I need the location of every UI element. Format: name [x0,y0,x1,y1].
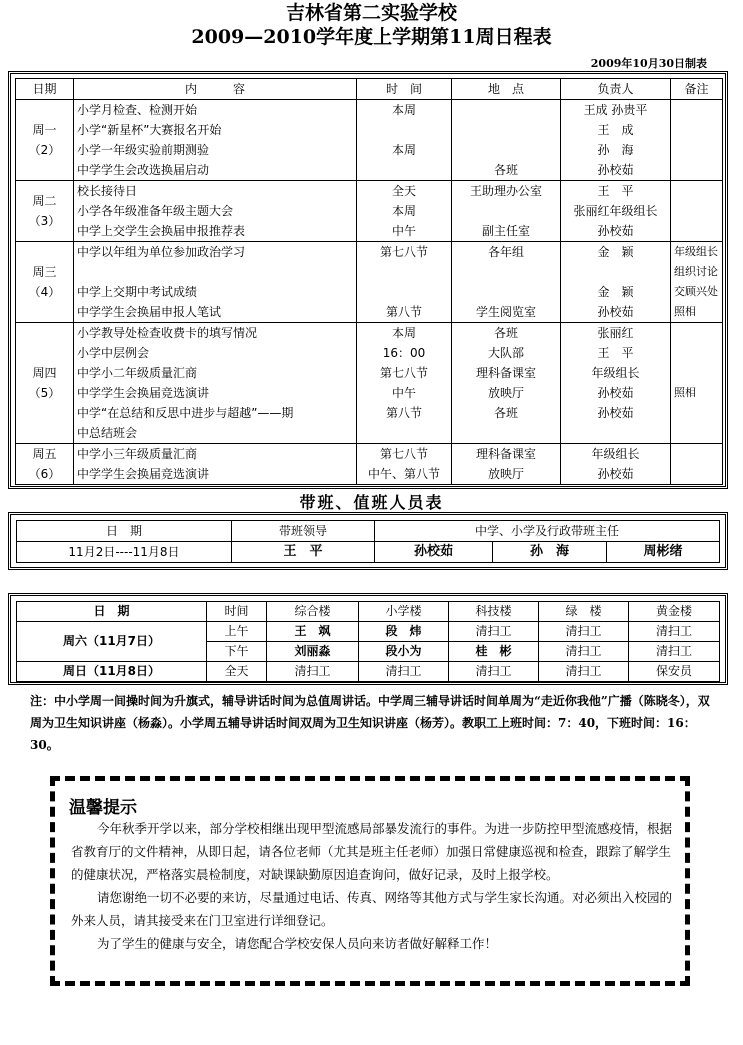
schedule-day-row [16,323,723,444]
schedule-content: 小学各年级准备年级主题大会 [77,204,234,218]
schedule-person-cell [561,100,671,181]
schedule-person: 孙校茹 [597,163,634,177]
schedule-place: 各班 [493,163,518,177]
schedule-time [360,160,448,180]
schedule-time-cell [357,444,452,485]
schedule-note [674,323,719,343]
schedule-place: 各年组 [487,245,524,259]
duty-table [16,520,720,563]
duty-title: 带班、值班人员表 [299,493,444,512]
shift-header-b1: 综合楼 [267,602,359,622]
day-name: 周三 [32,265,57,279]
shift-cell: 清扫工 [449,662,539,682]
shift-cell: 清扫工 [267,662,359,682]
schedule-time: 中午 [391,224,416,238]
schedule-place [455,201,557,221]
day-number: （2） [28,143,61,157]
schedule-time-cell [357,242,452,323]
schedule-content-cell [74,100,357,181]
schedule-day [16,242,74,323]
made-date: 2009年10月30日制表 [590,57,707,70]
schedule-place [455,140,557,160]
schedule-note [674,343,719,363]
header-notes: 备注 [671,79,723,100]
shift-cell: 段 炜 [359,622,449,642]
schedule-content: 小学教导处检查收费卡的填写情况 [77,326,258,340]
schedule-content: 中学学生会改选换届启动 [77,163,210,177]
day-number: （4） [28,285,61,299]
schedule-content: 中学以年组为单位参加政治学习 [77,245,246,259]
schedule-note [674,363,719,383]
shift-cell: 清扫工 [359,662,449,682]
shift-table [16,601,720,682]
schedule-place-cell [452,323,561,444]
schedule-time: 第七八节 [379,366,428,380]
schedule-person [564,423,667,443]
schedule-person: 孙校茹 [597,224,634,238]
schedule-place: 放映厅 [487,386,524,400]
schedule-content: 中总结班会 [77,426,138,440]
footnote: 注：中小学周一间操时间为升旗式，辅导讲话时间为总值周讲话。中学周三辅导讲话时间单周为“走近你我他”广播（陈晓冬），双周为卫生知识讲座（杨淼）。小学周五辅导讲话时间双周为卫生知识讲座（杨芳）。教职工上班时间：7：40，下班时间：16：30。 [30,694,710,752]
shift-cell: 保安员 [629,662,720,682]
shift-header-time: 时间 [207,602,267,622]
schedule-day-row [16,100,723,181]
schedule-notes-cell [671,323,723,444]
schedule-time: 中午 [391,386,416,400]
schedule-time-cell [357,100,452,181]
schedule-content: 小学月检查、检测开始 [77,103,198,117]
duty-teacher-2: 孙 海 [493,542,607,563]
schedule-content: 中学上交学生会换届申报推荐表 [77,224,246,238]
day-name: 周二 [32,194,57,208]
schedule-frame [8,71,728,489]
schedule-person-cell [561,181,671,242]
shift-row [17,622,720,642]
school-name: 吉林省第二实验学校 [285,2,457,24]
schedule-content: 小学一年级实验前期测验 [77,143,210,157]
duty-teacher-1: 孙校茹 [375,542,493,563]
schedule-content [77,262,353,282]
duty-header-date: 日 期 [17,521,232,542]
header-date: 日期 [16,79,74,100]
shift-header-b3: 科技楼 [449,602,539,622]
schedule-person: 王 成 [597,123,634,137]
shift-cell: 清扫工 [539,622,629,642]
schedule-place: 放映厅 [487,467,524,481]
schedule-content: 中学学生会换届竞选演讲 [77,467,210,481]
duty-row [17,542,720,563]
duty-date: 11月2日----11月8日 [17,542,232,563]
header-content: 内 容 [74,79,357,100]
day-number: （5） [28,386,61,400]
schedule-person: 孙校茹 [597,406,634,420]
schedule-note: 交顾兴处 [674,285,718,298]
schedule-place [455,282,557,302]
day-name: 周四 [32,366,57,380]
schedule-place-cell [452,242,561,323]
shift-cell: 清扫工 [629,622,720,642]
tips-box [50,776,690,986]
schedule-content: 中学上交期中考试成绩 [77,285,198,299]
schedule-place [455,423,557,443]
schedule-place: 各班 [493,326,518,340]
schedule-time: 第八节 [385,406,422,420]
shift-time: 下午 [207,642,267,662]
schedule-person: 王 平 [597,346,634,360]
schedule-place: 理科备课室 [475,366,536,380]
schedule-time: 本周 [391,326,416,340]
schedule-content: 中学学生会换届竞选演讲 [77,386,210,400]
schedule-content: 小学“新星杯”大赛报名开始 [77,123,222,137]
day-number: （3） [28,214,61,228]
schedule-content-cell [74,444,357,485]
schedule-place [455,120,557,140]
schedule-day [16,181,74,242]
schedule-place: 副主任室 [481,224,530,238]
duty-header-leader: 带班领导 [232,521,375,542]
schedule-notes-cell [671,242,723,323]
shift-cell: 刘丽淼 [267,642,359,662]
schedule-content: 小学中层例会 [77,346,150,360]
shift-time: 上午 [207,622,267,642]
schedule-notes-cell [671,181,723,242]
shift-date: 周六（11月7日） [17,622,207,662]
tips-body [71,817,675,955]
schedule-person: 王成 孙贵平 [583,103,648,117]
schedule-time: 16：00 [382,346,426,360]
schedule-place: 学生阅览室 [475,305,536,319]
day-name: 周一 [32,123,57,137]
shift-header-row [17,602,720,622]
shift-cell: 清扫工 [629,642,720,662]
schedule-time [360,120,448,140]
schedule-time: 本周 [391,103,416,117]
shift-time: 全天 [207,662,267,682]
schedule-person: 孙校茹 [597,467,634,481]
schedule-time: 本周 [391,143,416,157]
schedule-place: 大队部 [487,346,524,360]
tips-paragraph: 今年秋季开学以来，部分学校相继出现甲型流感局部暴发流行的事件。为进一步防控甲型流感疫情，根据省教育厅的文件精神，从即日起，请各位老师（尤其是班主任老师）加强日常健康巡视和检查，跟踪了解学生的健康状况，严格落实晨检制度，对缺课缺勤原因追查询问，做好记录，及时上报学校。 [71,821,673,882]
schedule-content: 校长接待日 [77,184,138,198]
duty-frame [8,512,728,570]
shift-row [17,662,720,682]
schedule-person: 金 颖 [597,285,634,299]
schedule-place: 各班 [493,406,518,420]
schedule-person [564,262,667,282]
schedule-note: 照相 [674,386,696,399]
schedule-person: 孙校茹 [597,386,634,400]
schedule-person-cell [561,323,671,444]
schedule-place: 理科备课室 [475,447,536,461]
schedule-time [360,423,448,443]
schedule-place [455,262,557,282]
schedule-content-cell [74,181,357,242]
schedule-time: 第七八节 [379,245,428,259]
shift-header-b5: 黄金楼 [629,602,720,622]
schedule-person: 王 平 [597,184,634,198]
shift-cell: 段小为 [359,642,449,662]
schedule-day-row [16,242,723,323]
header-place: 地 点 [452,79,561,100]
schedule-person: 年级组长 [591,447,640,461]
shift-header-date: 日 期 [17,602,207,622]
schedule-day-row [16,444,723,485]
header-time: 时 间 [357,79,452,100]
schedule-person: 张丽红年级组长 [573,204,658,218]
schedule-content: 中学小二年级质量汇商 [77,366,198,380]
duty-header-teachers: 中学、小学及行政带班主任 [375,521,720,542]
shift-frame [8,593,728,685]
schedule-day [16,323,74,444]
schedule-day-row [16,181,723,242]
schedule-content: 中学学生会换届申报人笔试 [77,305,222,319]
schedule-day [16,444,74,485]
schedule-time: 全天 [391,184,416,198]
schedule-note: 组织讨论 [674,265,718,278]
schedule-notes-cell [671,100,723,181]
schedule-content-cell [74,323,357,444]
shift-date: 周日（11月8日） [17,662,207,682]
schedule-content-cell [74,242,357,323]
schedule-time: 第八节 [385,305,422,319]
tips-paragraph: 请您谢绝一切不必要的来访，尽量通过电话、传真、网络等其他方式与学生家长沟通。对必须出入校园的外来人员，请其接受来在门卫室进行详细登记。 [71,890,673,928]
schedule-time [360,282,448,302]
page-title: 2009—2010学年度上学期第11周日程表 [191,26,552,48]
schedule-person: 孙 海 [597,143,634,157]
schedule-place: 王助理办公室 [469,184,542,198]
shift-cell: 桂 彬 [449,642,539,662]
schedule-person: 年级组长 [591,366,640,380]
schedule-person-cell [561,444,671,485]
schedule-place-cell [452,444,561,485]
schedule-time: 中午、第八节 [367,467,440,481]
shift-cell: 王 飒 [267,622,359,642]
duty-teacher-3: 周彬绪 [607,542,720,563]
schedule-time: 本周 [391,204,416,218]
schedule-note: 年级组长 [674,245,718,258]
schedule-person: 张丽红 [597,326,634,340]
schedule-person-cell [561,242,671,323]
shift-cell: 清扫工 [539,662,629,682]
schedule-time-cell [357,323,452,444]
schedule-header-row [16,79,723,100]
schedule-note: 照相 [674,305,696,318]
schedule-place-cell [452,100,561,181]
schedule-person: 金 颖 [597,245,634,259]
shift-cell: 清扫工 [539,642,629,662]
tips-paragraph: 为了学生的健康与安全，请您配合学校安保人员向来访者做好解释工作！ [97,936,498,951]
schedule-content: 中学“在总结和反思中进步与超越”——期 [77,406,294,420]
schedule-place-cell [452,181,561,242]
schedule-time-cell [357,181,452,242]
schedule-day [16,100,74,181]
shift-header-b2: 小学楼 [359,602,449,622]
schedule-place [455,100,557,120]
day-name: 周五 [32,447,57,461]
tips-title: 温馨提示 [69,798,137,818]
day-number: （6） [28,467,61,481]
schedule-time: 第七八节 [379,447,428,461]
duty-leader: 王 平 [232,542,375,563]
shift-cell: 清扫工 [449,622,539,642]
header-person: 负责人 [561,79,671,100]
shift-header-b4: 绿 楼 [539,602,629,622]
schedule-notes-cell [671,444,723,485]
schedule-time [360,262,448,282]
duty-header-row [17,521,720,542]
schedule-content: 中学小三年级质量汇商 [77,447,198,461]
schedule-person: 孙校茹 [597,305,634,319]
schedule-table [15,78,723,485]
